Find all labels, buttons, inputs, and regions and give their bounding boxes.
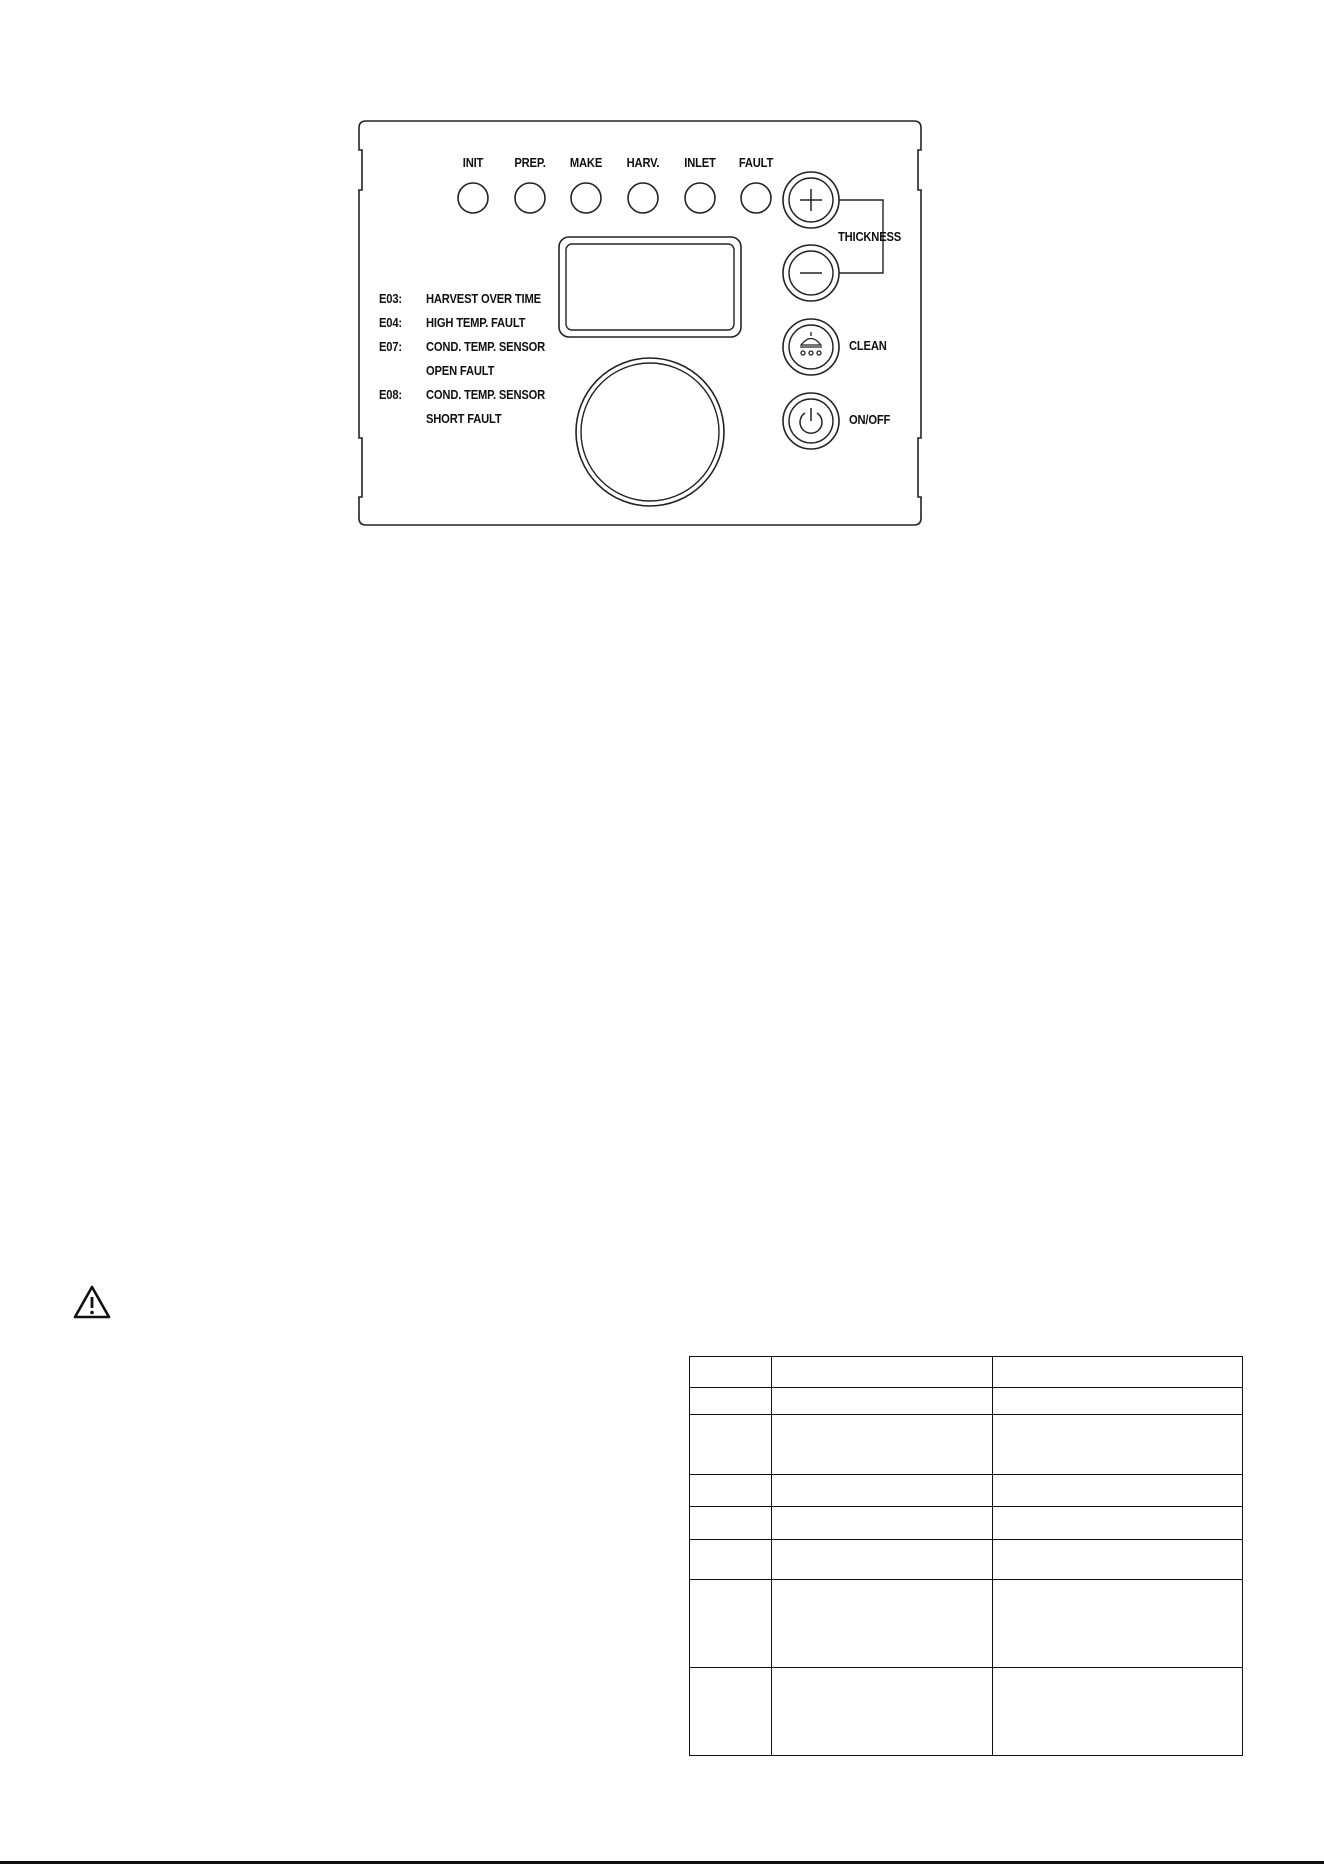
- fault-description: HIGH TEMP. FAULT: [426, 315, 526, 330]
- table-cell: [993, 1580, 1243, 1668]
- fault-code: E03:: [379, 291, 402, 306]
- table-cell: [690, 1540, 772, 1580]
- plus-icon: [800, 189, 822, 211]
- table-row: [690, 1475, 1243, 1507]
- table-cell: [772, 1388, 993, 1415]
- table-cell: [690, 1668, 772, 1756]
- fault-code: E04:: [379, 315, 402, 330]
- clean-button[interactable]: [783, 319, 839, 375]
- table-cell: [993, 1357, 1243, 1388]
- table-row: [690, 1507, 1243, 1540]
- table-cell: [993, 1415, 1243, 1475]
- table-row: [690, 1415, 1243, 1475]
- table-row: [690, 1580, 1243, 1668]
- indicator-label-init: INIT: [462, 155, 484, 170]
- control-panel-diagram: [0, 0, 1324, 560]
- indicator-lamp-inlet: [685, 183, 715, 213]
- fault-description: COND. TEMP. SENSOR: [426, 339, 546, 354]
- display-window-outer: [559, 237, 741, 337]
- table-cell: [993, 1388, 1243, 1415]
- indicator-lamps: [458, 183, 771, 213]
- indicator-lamp-make: [571, 183, 601, 213]
- table-row: [690, 1357, 1243, 1388]
- table-cell: [772, 1357, 993, 1388]
- indicator-lamp-harv: [628, 183, 658, 213]
- indicator-lamp-init: [458, 183, 488, 213]
- table-cell: [772, 1475, 993, 1507]
- shower-icon: [800, 332, 822, 355]
- indicator-label-make: MAKE: [569, 155, 603, 170]
- table-row: [690, 1388, 1243, 1415]
- fault-code: E07:: [379, 339, 402, 354]
- page-bottom-rule: [0, 1861, 1324, 1864]
- table-cell: [690, 1388, 772, 1415]
- table-cell: [772, 1507, 993, 1540]
- table-cell: [993, 1475, 1243, 1507]
- fault-description: SHORT FAULT: [426, 411, 502, 426]
- table-row: [690, 1540, 1243, 1580]
- onoff-button[interactable]: [783, 393, 839, 449]
- table-cell: [690, 1415, 772, 1475]
- clean-label: CLEAN: [849, 338, 887, 353]
- warning-triangle-icon: [73, 1285, 111, 1319]
- fault-table: [689, 1356, 1243, 1756]
- indicator-label-fault: FAULT: [738, 155, 774, 170]
- table-cell: [772, 1668, 993, 1756]
- table-cell: [690, 1475, 772, 1507]
- fault-description: HARVEST OVER TIME: [426, 291, 541, 306]
- indicator-label-prep: PREP.: [514, 155, 546, 170]
- dial-inner-ring: [581, 363, 719, 501]
- fault-description: OPEN FAULT: [426, 363, 495, 378]
- display-window: [566, 244, 734, 330]
- thickness-minus-button[interactable]: [783, 245, 839, 301]
- table-cell: [993, 1540, 1243, 1580]
- table-row: [690, 1668, 1243, 1756]
- table-cell: [690, 1357, 772, 1388]
- fault-code: E08:: [379, 387, 402, 402]
- indicator-lamp-fault: [741, 183, 771, 213]
- indicator-label-harv: HARV.: [626, 155, 660, 170]
- dial[interactable]: [576, 358, 724, 506]
- table-cell: [993, 1507, 1243, 1540]
- table-cell: [690, 1507, 772, 1540]
- table-cell: [772, 1415, 993, 1475]
- power-icon: [800, 408, 822, 433]
- table-cell: [772, 1580, 993, 1668]
- indicator-label-inlet: INLET: [684, 155, 716, 170]
- table-cell: [772, 1540, 993, 1580]
- onoff-label: ON/OFF: [849, 412, 891, 427]
- fault-description: COND. TEMP. SENSOR: [426, 387, 546, 402]
- table-cell: [690, 1580, 772, 1668]
- table-cell: [993, 1668, 1243, 1756]
- indicator-lamp-prep: [515, 183, 545, 213]
- thickness-label: THICKNESS: [838, 229, 902, 244]
- thickness-plus-button[interactable]: [783, 172, 839, 228]
